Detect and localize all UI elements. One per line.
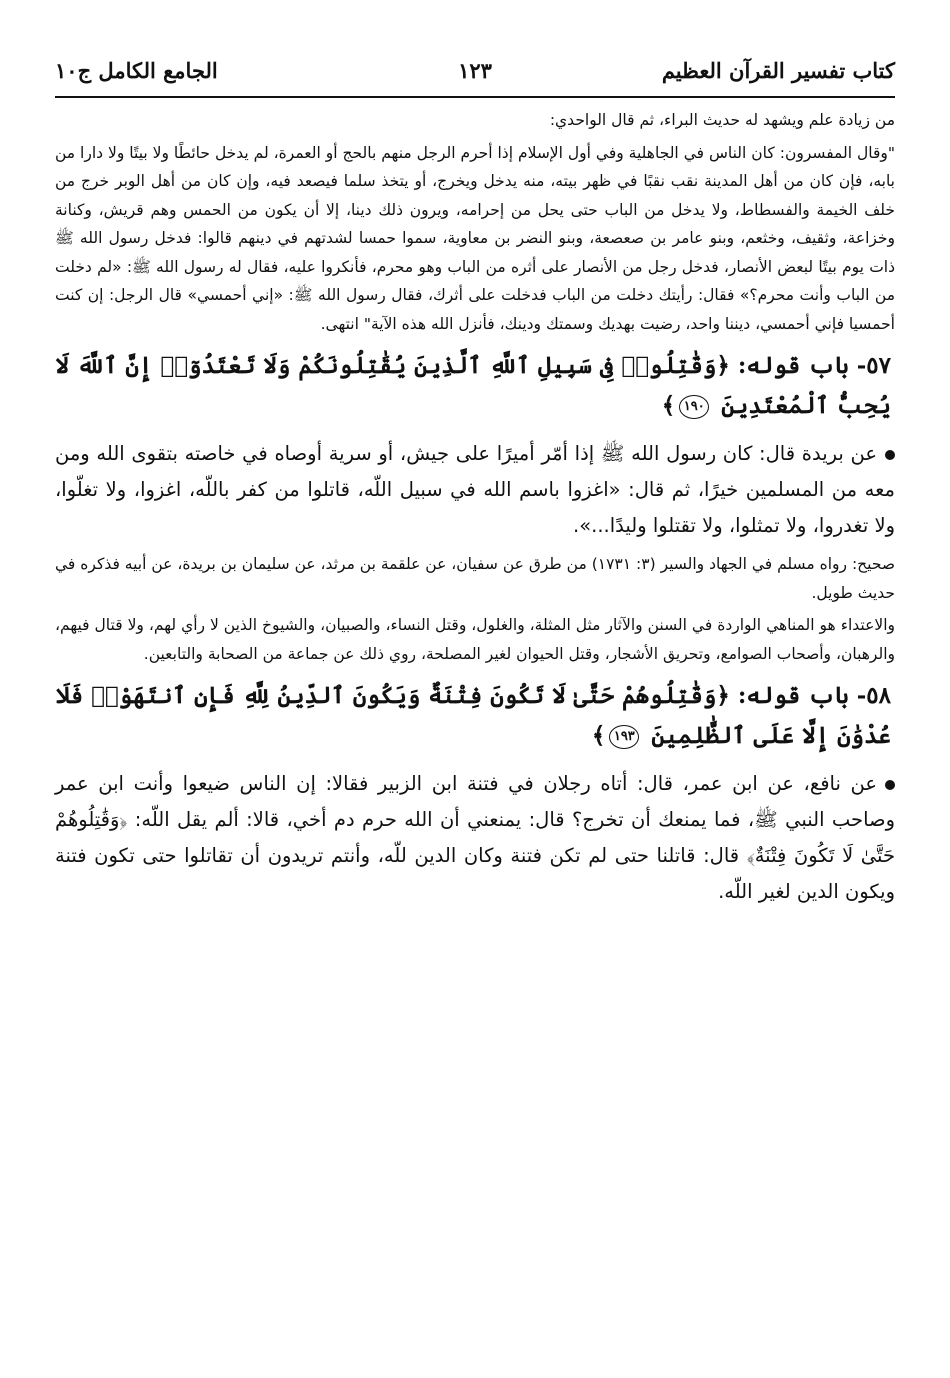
running-header — [55, 58, 895, 98]
chapter-label: ٥٧- باب قوله: — [737, 352, 891, 379]
page-number: ١٢٣ — [458, 58, 492, 83]
quran-verse: ﴿وَقَٰتِلُوهُمْ حَتَّىٰ لَا تَكُونَ فِتْنَةٌ وَيَكُونَ ٱلدِّينُ لِلَّهِ فَإِنِ ٱنتَهَوْا۟ فَلَا عُدْوَٰنَ إِلَّا عَلَى ٱلظَّٰلِمِينَ — [56, 682, 891, 749]
page-body — [55, 106, 895, 910]
bullet-icon — [885, 450, 895, 460]
book-page — [55, 58, 895, 1378]
grading-paragraph: صحيح: رواه مسلم في الجهاد والسير (٣: ١٧٣١) من طرق عن سفيان، عن علقمة بن مرثد، عن سليمان بن بريدة، عن أبيه فذكره في حديث طويل. — [55, 555, 896, 602]
quran-verse: ﴿وَقَٰتِلُوا۟ فِى سَبِيلِ ٱللَّهِ ٱلَّذِينَ يُقَٰتِلُونَكُمْ وَلَا تَعْتَدُوٓا۟ إِنَّ ٱللَّهَ لَا يُحِبُّ ٱلْمُعْتَدِينَ — [55, 352, 891, 419]
book-title: كتاب تفسير القرآن العظيم — [661, 58, 895, 83]
hadith-paragraph — [55, 766, 895, 910]
paragraph: من زيادة علم ويشهد له حديث البراء، ثم قال الواحدي: — [549, 111, 895, 129]
chapter-heading-58 — [55, 676, 895, 756]
ayah-number-badge: ١٩٣ — [609, 725, 639, 749]
hadith-text: عن بريدة قال: كان رسول الله ﷺ إذا أمّر أميرًا على جيش، أو سرية أوصاه في خاصته بتقوى الله ومن معه من المسلمين خيرًا، ثم قال: «اغزوا باسم الله في سبيل اللّه، قاتلوا من كفر باللّه، اغزوا، ولا تغلّوا، ولا تغدروا، ولا تمثلوا، ولا تقتلوا وليدًا...». — [55, 442, 895, 537]
commentary-paragraph: والاعتداء هو المناهي الواردة في السنن والآثار مثل المثلة، والغلول، وقتل النساء، والصبيان، والشيوخ الذين لا رأي لهم، ولا قتال فيهم، والرهبان، وأصحاب الصوامع، وتحريق الأشجار، وقتل الحيوان لغير المصلحة، روي ذلك عن جماعة من الصحابة والتابعين. — [55, 616, 895, 663]
verse-close-bracket: ﴾ — [661, 392, 676, 419]
hadith-text: عن نافع، عن ابن عمر، قال: أتاه رجلان في فتنة ابن الزبير فقالا: إن الناس ضيعوا وأنت ابن عمر وصاحب النبي ﷺ، فما يمنعك أن تخرج؟ قال: يمنعني أن الله حرم دم أخي، قالا: ألم يقل اللّه: ﴿وَقَٰتِلُوهُمْ حَتَّىٰ لَا تَكُونَ فِتْنَةٌ﴾ قال: قاتلنا حتى لم تكن فتنة وكان الدين للّه، وأنتم تريدون أن تقاتلوا حتى تكون فتنة ويكون الدين لغير اللّه. — [55, 772, 895, 903]
volume-title: الجامع الكامل ج١٠ — [55, 58, 218, 83]
hadith-paragraph — [55, 436, 895, 544]
bullet-icon — [885, 780, 895, 790]
quote-paragraph: "وقال المفسرون: كان الناس في الجاهلية وفي أول الإسلام إذا أحرم الرجل منهم بالحج أو العمرة، لم يدخل حائطًا ولا بيتًا ولا دارا من بابه، فإن كان من أهل المدينة نقب نقبًا في ظهر بيته، منه يدخل ويخرج، أو يتخذ سلما فيصعد فيه، وإن كان من أهل الوبر خرج من خلف الخيمة والفسطاط، ولا يدخل من الباب حتى يحل من إحرامه، ويرون ذلك دينا، إلا أن يكون من الحمس وهم قريش، وكنانة وخزاعة، وثقيف، وخثعم، وبنو عامر بن صعصعة، وبنو النضر بن معاوية، سموا حمسا لشدتهم في دينهم قالوا: فدخل رسول الله ﷺ ذات يوم بيتًا لبعض الأنصار، فدخل رجل من الأنصار على أثره من الباب وهو محرم، فأنكروا عليه، فقال له رسول الله ﷺ: «لم دخلت من الباب وأنت محرم؟» فقال: رأيتك دخلت من الباب فدخلت على أثرك، فقال رسول الله ﷺ: «إني أحمسي» قال الرجل: إن كنت أحمسيا فإني أحمسي، ديننا واحد، رضيت بهديك وسمتك ودينك، فأنزل الله هذه الآية" انتهى. — [55, 143, 895, 333]
chapter-heading-57 — [55, 346, 895, 426]
ayah-number-badge: ١٩٠ — [679, 395, 709, 419]
chapter-label: ٥٨- باب قوله: — [737, 682, 891, 709]
verse-close-bracket: ﴾ — [591, 722, 606, 749]
